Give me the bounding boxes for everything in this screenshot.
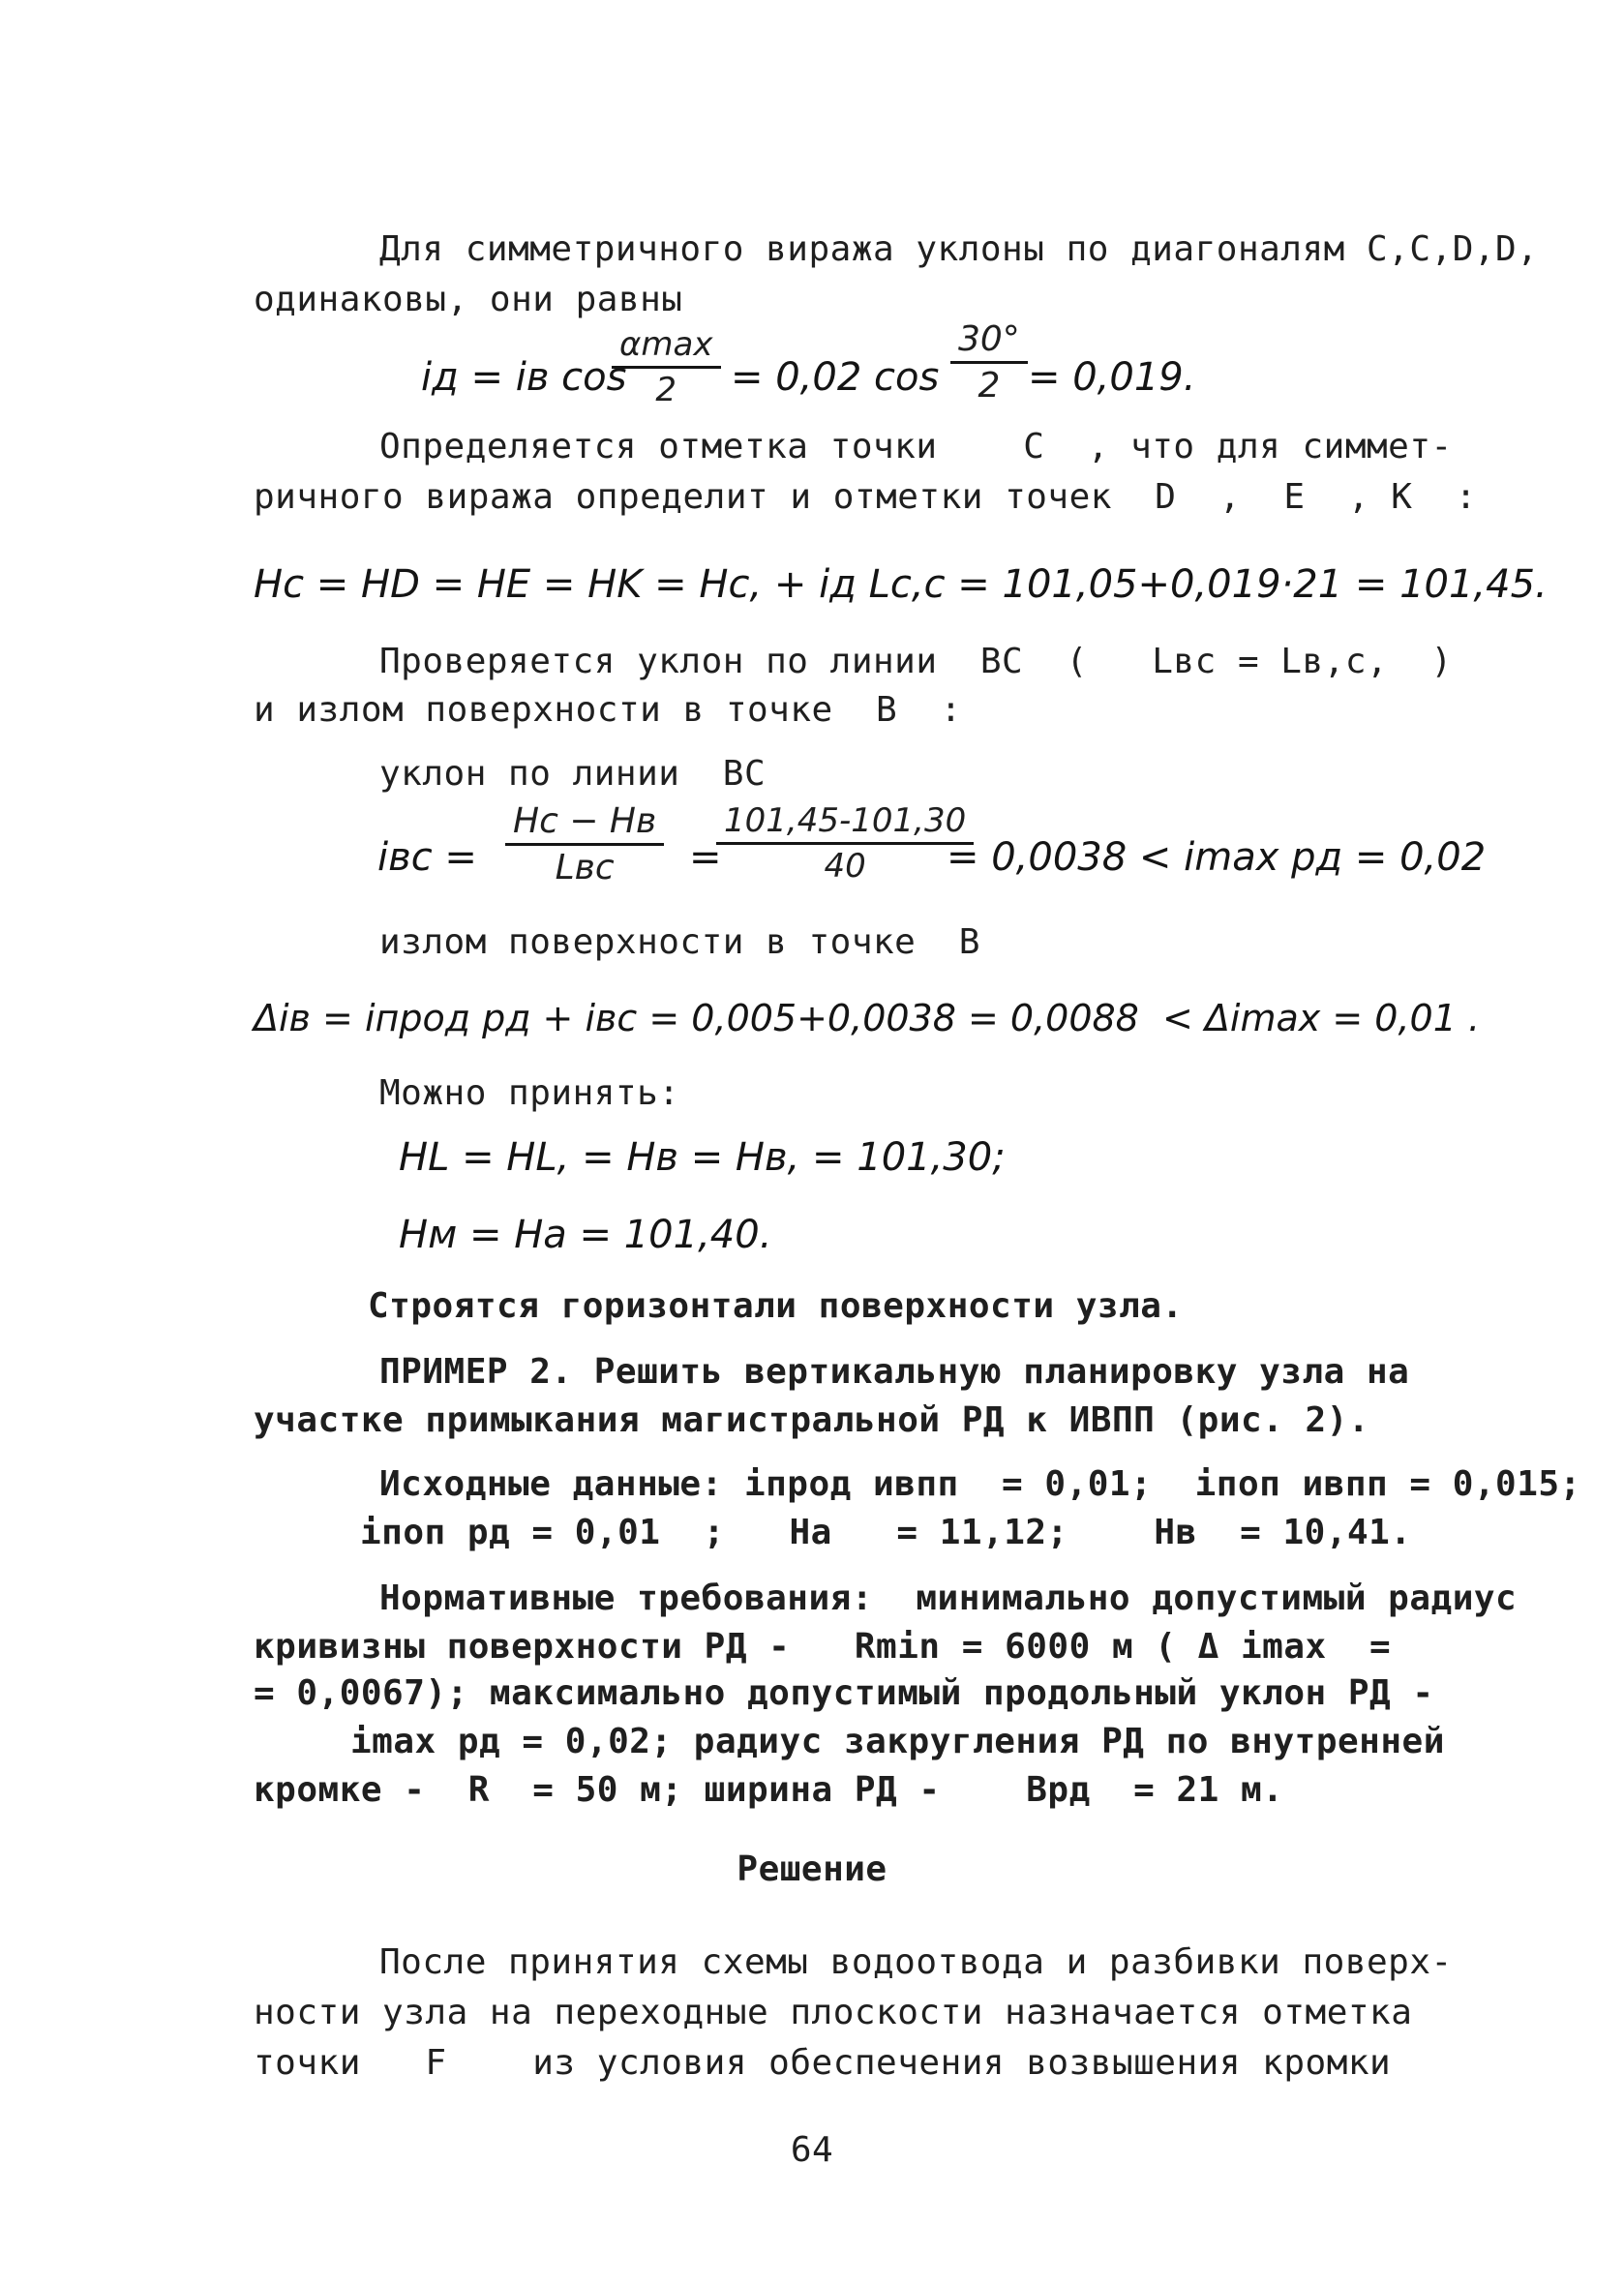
text-line-19: кромке - R = 50 м; ширина РД - Bрд = 21 м. xyxy=(254,1770,1284,1810)
section-heading: Решение xyxy=(737,1849,887,1889)
formula-1-middle: = 0,02 cos xyxy=(731,355,940,400)
formula-2: Hc = HD = HE = HK = Hc, + iд Lc,c = 101,05+0,019·21 = 101,45. xyxy=(254,562,1548,607)
formula-1-fraction-1-numerator: αmax xyxy=(612,325,721,369)
formula-3-equals: = xyxy=(689,835,722,880)
text-line-9: Можно принять: xyxy=(379,1073,680,1113)
formula-3-fraction-1-numerator: Hc − Hв xyxy=(505,801,664,846)
formula-1-fraction-2 xyxy=(950,319,1028,406)
formula-3-right: = 0,0038 < imax рд = 0,02 xyxy=(947,835,1487,880)
text-line-16: кривизны поверхности РД - Rmin = 6000 м ( Δ imax = xyxy=(254,1627,1392,1667)
formula-1-right: = 0,019. xyxy=(1028,355,1196,400)
formula-1-fraction-2-numerator: 30° xyxy=(950,319,1028,364)
text-line-7: уклон по линии ВС xyxy=(379,754,767,794)
formula-3-fraction-2 xyxy=(716,801,974,886)
text-line-17: = 0,0067); максимально допустимый продольный уклон РД - xyxy=(254,1673,1434,1713)
text-line-4: ричного виража определит и отметки точек D , E , K : xyxy=(254,477,1477,517)
text-line-5: Проверяется уклон по линии ВС ( Lвс = Lв,с, ) xyxy=(379,642,1453,681)
formula-1-fraction-1-denominator: 2 xyxy=(655,371,677,409)
text-line-13: Исходные данные: iпрод ивпп = 0,01; iпоп ивпп = 0,015; xyxy=(379,1464,1581,1504)
formula-3-fraction-2-numerator: 101,45-101,30 xyxy=(716,801,974,845)
text-line-2: одинаковы, они равны xyxy=(254,280,683,319)
formula-3-left: iвс = xyxy=(377,835,477,880)
formula-6: Hм = Hа = 101,40. xyxy=(399,1213,772,1257)
text-line-6: и излом поверхности в точке В : xyxy=(254,690,962,730)
text-line-22: ности узла на переходные плоскости назначается отметка xyxy=(254,1993,1413,2032)
text-line-10: Строятся горизонтали поверхности узла. xyxy=(368,1286,1184,1326)
text-line-18: imax рд = 0,02; радиус закругления РД по внутренней xyxy=(350,1722,1445,1761)
text-line-14: iпоп рд = 0,01 ; Hа = 11,12; Hв = 10,41. xyxy=(360,1513,1412,1552)
text-line-8: излом поверхности в точке В xyxy=(379,922,980,962)
formula-1-fraction-1 xyxy=(612,325,721,409)
text-line-3: Определяется отметка точки С , что для симмет- xyxy=(379,427,1453,466)
formula-1-fraction-2-denominator: 2 xyxy=(977,366,1001,406)
text-line-23: точки F из условия обеспечения возвышения кромки xyxy=(254,2043,1392,2083)
text-line-11: ПРИМЕР 2. Решить вертикальную планировку узла на xyxy=(379,1352,1410,1392)
page-number: 64 xyxy=(790,2130,834,2170)
formula-3-fraction-1 xyxy=(505,801,664,887)
text-line-1: Для симметричного виража уклоны по диагоналям С,С,D,D, xyxy=(379,229,1539,269)
text-line-15: Нормативные требования: минимально допустимый радиус xyxy=(379,1578,1518,1618)
text-line-12: участке примыкания магистральной РД к ИВПП (рис. 2). xyxy=(254,1400,1370,1440)
text-line-21: После принятия схемы водоотвода и разбивки поверх- xyxy=(379,1942,1453,1982)
formula-5: HL = HL, = Hв = Hв, = 101,30; xyxy=(399,1135,1006,1180)
formula-4: Δiв = iпрод рд + iвс = 0,005+0,0038 = 0,0088 < Δimax = 0,01 . xyxy=(254,997,1481,1039)
formula-3-fraction-2-denominator: 40 xyxy=(824,847,866,886)
formula-1-left: iд = iв cos xyxy=(421,355,627,400)
formula-3-fraction-1-denominator: Lвс xyxy=(555,848,615,887)
